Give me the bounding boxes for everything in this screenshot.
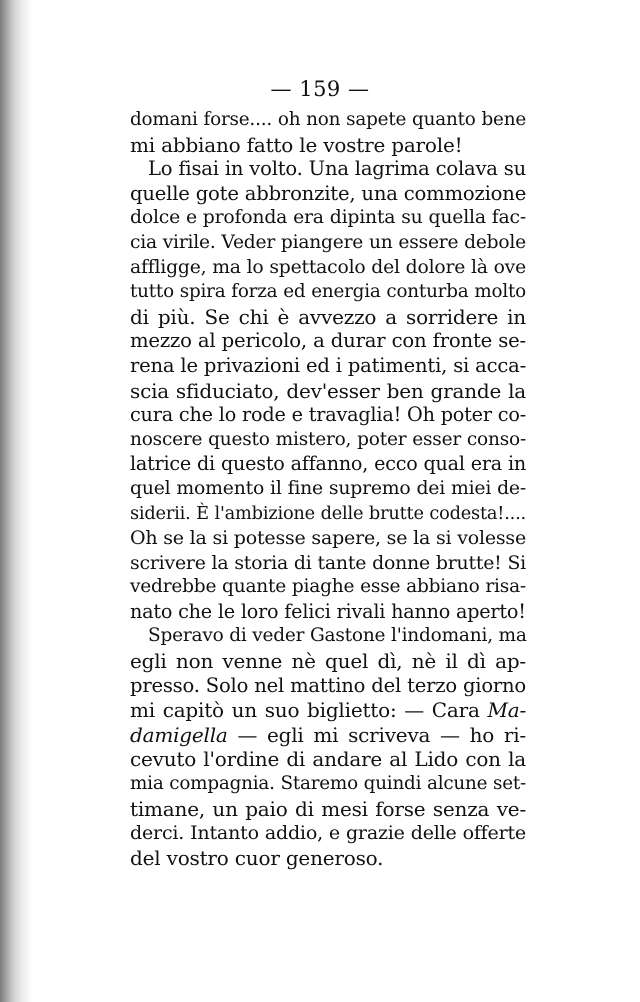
text-line: timane, un paio di mesi forse senza ve- [130,796,526,821]
text-line: scrivere la storia di tante donne brutte! Si [130,551,526,574]
text-line: mezzo al pericolo, a durar con fronte se- [130,329,526,353]
text-line: mi abbiano fatto le vostre parole! [130,132,463,157]
text-line: cevuto l'ordine di andare al Lido con la [130,747,526,772]
text-line: del vostro cuor generoso. [130,845,384,870]
text-line: domani forse.... oh non sapete quanto bene [130,109,526,130]
italic-text-segment: damigella [130,722,228,747]
text-line: affligge, ma lo spettacolo del dolore là ove [130,256,526,278]
text-line: siderii. È l'ambizione delle brutte codesta!.... [130,503,526,524]
italic-text-segment: Ma- [487,698,526,723]
text-line: egli non venne nè quel dì, nè il dì ap- [130,649,526,674]
text-line: presso. Solo nel mattino del terzo giorno [130,673,526,697]
text-line [130,698,526,723]
text-line [130,723,526,748]
text-line: rena le privazioni ed i patimenti, si acca- [130,353,526,377]
text-line: di più. Se chi è avvezzo a sorridere in [130,304,526,329]
text-line: mia compagnia. Staremo quindi alcune set- [130,773,526,795]
text-line: cia virile. Veder piangere un essere debole [130,231,526,253]
text-line: quel momento il fine supremo dei miei de- [130,477,526,499]
text-segment: mi capitò un suo biglietto: — Cara [130,698,488,723]
text-line: nato che le loro felici rivali hanno aperto! [130,599,526,623]
text-line: quelle gote abbronzite, una commozione [130,181,527,205]
text-line: dolce e profonda era dipinta su quella fac- [130,207,526,229]
text-line: noscere questo mistero, poter esser conso- [130,428,526,450]
text-line: cura che lo rode e travaglia! Oh poter co- [130,403,526,427]
text-line: tutto spira forza ed energia conturba molto [130,281,526,303]
text-segment: — egli mi scriveva — ho ri- [227,722,526,747]
text-line: derci. Intanto addio, e grazie delle offerte [130,822,526,845]
text-line: Lo fisai in volto. Una lagrima colava su [148,157,526,181]
body-text [130,108,526,870]
text-line: scia sfiduciato, dev'esser ben grande la [130,378,526,403]
text-line: vedrebbe quante piaghe esse abbiano risa- [130,576,526,598]
text-line: latrice di questo affanno, ecco qual era in [130,452,526,476]
page-number: — 159 — [270,77,370,101]
book-spine-shadow [0,0,32,1002]
text-line: Speravo di veder Gastone l'indomani, ma [148,625,527,647]
text-line: Oh se la si potesse sapere, se la si volesse [130,527,526,550]
